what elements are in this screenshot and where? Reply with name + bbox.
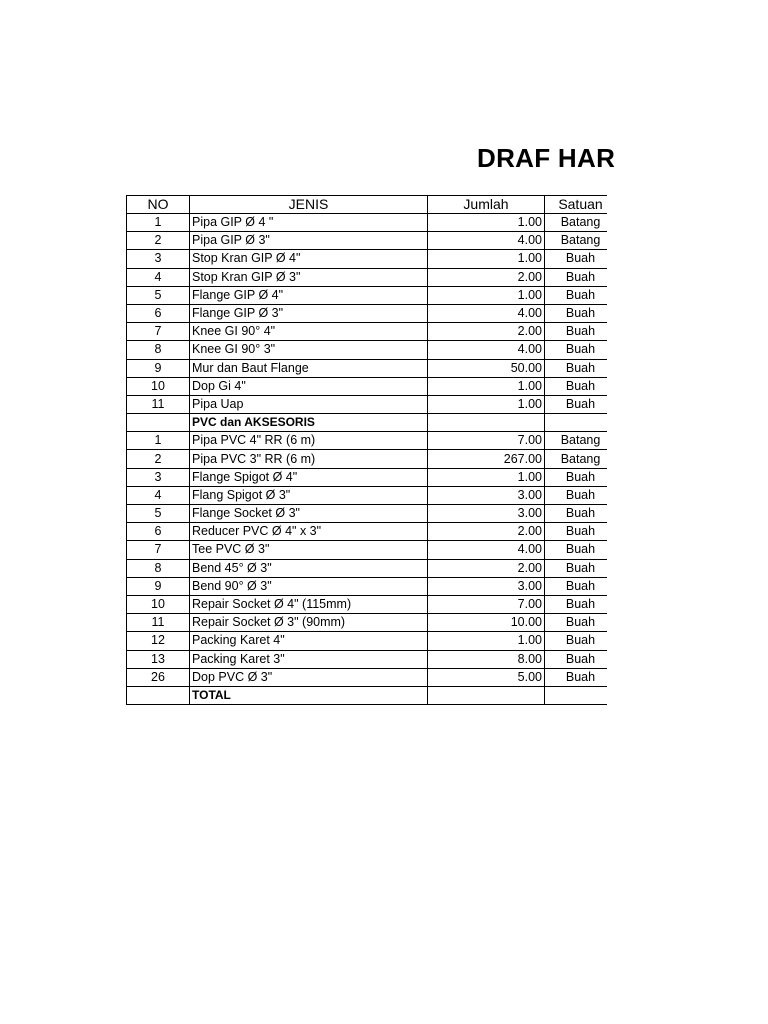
cell-satuan[interactable]: Buah xyxy=(545,523,608,541)
cell-no[interactable]: 13 xyxy=(127,650,190,668)
column-header-no[interactable]: NO xyxy=(127,196,190,214)
cell-no[interactable]: 26 xyxy=(127,668,190,686)
cell-no[interactable]: 3 xyxy=(127,468,190,486)
cell-satuan[interactable]: Buah xyxy=(545,377,608,395)
cell-no[interactable]: 7 xyxy=(127,541,190,559)
table-row xyxy=(127,632,608,650)
cell-jumlah[interactable]: 1.00 xyxy=(428,286,545,304)
cell-jumlah[interactable]: 10.00 xyxy=(428,614,545,632)
cell-jumlah[interactable]: 1.00 xyxy=(428,377,545,395)
cell-no[interactable]: 4 xyxy=(127,486,190,504)
cell-satuan[interactable]: Batang xyxy=(545,432,608,450)
cell-jumlah[interactable]: 1.00 xyxy=(428,214,545,232)
cell-no[interactable]: 6 xyxy=(127,304,190,322)
cell-jumlah[interactable]: 5.00 xyxy=(428,668,545,686)
cell-jenis[interactable]: Flange GIP Ø 3" xyxy=(190,304,428,322)
cell-satuan[interactable]: Buah xyxy=(545,486,608,504)
cell-jenis[interactable]: Pipa Uap xyxy=(190,395,428,413)
cell-no[interactable]: 2 xyxy=(127,450,190,468)
cell-no[interactable]: 8 xyxy=(127,341,190,359)
cell-satuan[interactable] xyxy=(545,414,608,432)
table-row xyxy=(127,523,608,541)
cell-satuan[interactable]: Buah xyxy=(545,268,608,286)
cell-no[interactable]: 5 xyxy=(127,286,190,304)
cell-jumlah[interactable] xyxy=(428,686,545,704)
cell-jumlah[interactable]: 4.00 xyxy=(428,232,545,250)
table-row xyxy=(127,486,608,504)
cell-jenis[interactable]: Flange GIP Ø 4" xyxy=(190,286,428,304)
table-row xyxy=(127,505,608,523)
table-row xyxy=(127,286,608,304)
cell-satuan[interactable]: Buah xyxy=(545,323,608,341)
cell-jenis[interactable]: Flang Spigot Ø 3" xyxy=(190,486,428,504)
cell-no[interactable]: 12 xyxy=(127,632,190,650)
cell-jenis[interactable]: Pipa GIP Ø 4 " xyxy=(190,214,428,232)
cell-satuan[interactable]: Buah xyxy=(545,614,608,632)
table-row xyxy=(127,214,608,232)
table-row xyxy=(127,468,608,486)
page-title: DRAF HAR xyxy=(477,143,616,173)
table-row xyxy=(127,323,608,341)
cell-no[interactable]: 7 xyxy=(127,323,190,341)
table-row xyxy=(127,377,608,395)
table-row xyxy=(127,304,608,322)
cell-jenis[interactable]: Mur dan Baut Flange xyxy=(190,359,428,377)
table-header-row xyxy=(127,196,608,214)
total-row xyxy=(127,686,608,704)
cell-jumlah[interactable]: 2.00 xyxy=(428,268,545,286)
cell-jenis[interactable]: Repair Socket Ø 3" (90mm) xyxy=(190,614,428,632)
cell-jenis[interactable]: Flange Spigot Ø 4" xyxy=(190,468,428,486)
items-table xyxy=(126,195,607,705)
cell-satuan[interactable]: Batang xyxy=(545,214,608,232)
cell-satuan[interactable]: Buah xyxy=(545,286,608,304)
cell-jumlah[interactable]: 2.00 xyxy=(428,559,545,577)
cell-jumlah[interactable]: 4.00 xyxy=(428,541,545,559)
cell-satuan[interactable]: Buah xyxy=(545,359,608,377)
cell-jenis[interactable]: Stop Kran GIP Ø 4" xyxy=(190,250,428,268)
cell-no[interactable]: 1 xyxy=(127,432,190,450)
cell-jenis[interactable]: Pipa PVC 4" RR (6 m) xyxy=(190,432,428,450)
cell-satuan[interactable]: Buah xyxy=(545,468,608,486)
table-row xyxy=(127,541,608,559)
column-header-jumlah[interactable]: Jumlah xyxy=(428,196,545,214)
cell-jumlah[interactable]: 1.00 xyxy=(428,468,545,486)
cell-jenis[interactable]: Flange Socket Ø 3" xyxy=(190,505,428,523)
cell-no[interactable] xyxy=(127,414,190,432)
cell-jumlah[interactable]: 4.00 xyxy=(428,304,545,322)
cell-satuan[interactable]: Buah xyxy=(545,541,608,559)
cell-jenis[interactable]: PVC dan AKSESORIS xyxy=(190,414,428,432)
column-header-satuan[interactable]: Satuan xyxy=(545,196,608,214)
table-row xyxy=(127,668,608,686)
cell-jenis[interactable]: Bend 45° Ø 3" xyxy=(190,559,428,577)
table-row xyxy=(127,232,608,250)
cell-satuan[interactable]: Buah xyxy=(545,559,608,577)
table-row xyxy=(127,450,608,468)
cell-jenis[interactable]: TOTAL xyxy=(190,686,428,704)
cell-jumlah[interactable]: 3.00 xyxy=(428,486,545,504)
table-row xyxy=(127,341,608,359)
table-row xyxy=(127,614,608,632)
cell-jumlah[interactable]: 3.00 xyxy=(428,505,545,523)
table-row xyxy=(127,650,608,668)
cell-satuan[interactable]: Buah xyxy=(545,650,608,668)
cell-jenis[interactable]: Dop Gi 4" xyxy=(190,377,428,395)
cell-satuan[interactable]: Buah xyxy=(545,505,608,523)
cell-jenis[interactable]: Bend 90° Ø 3" xyxy=(190,577,428,595)
table-row xyxy=(127,577,608,595)
cell-no[interactable]: 2 xyxy=(127,232,190,250)
cell-jenis[interactable]: Pipa GIP Ø 3" xyxy=(190,232,428,250)
spreadsheet-area xyxy=(126,195,607,705)
cell-no[interactable]: 1 xyxy=(127,214,190,232)
cell-satuan[interactable]: Buah xyxy=(545,395,608,413)
table-row xyxy=(127,559,608,577)
cell-jenis[interactable]: Repair Socket Ø 4" (115mm) xyxy=(190,595,428,613)
cell-jumlah[interactable]: 1.00 xyxy=(428,395,545,413)
cell-satuan[interactable]: Buah xyxy=(545,668,608,686)
cell-jumlah[interactable]: 1.00 xyxy=(428,632,545,650)
cell-no[interactable]: 5 xyxy=(127,505,190,523)
cell-satuan[interactable]: Buah xyxy=(545,304,608,322)
table-body xyxy=(127,214,608,705)
cell-jenis[interactable]: Packing Karet 3" xyxy=(190,650,428,668)
cell-no[interactable]: 9 xyxy=(127,359,190,377)
cell-satuan[interactable]: Buah xyxy=(545,250,608,268)
cell-jenis[interactable]: Pipa PVC 3" RR (6 m) xyxy=(190,450,428,468)
table-row xyxy=(127,268,608,286)
cell-satuan[interactable]: Buah xyxy=(545,341,608,359)
cell-jumlah[interactable] xyxy=(428,414,545,432)
cell-no[interactable]: 9 xyxy=(127,577,190,595)
cell-jenis[interactable]: Packing Karet 4" xyxy=(190,632,428,650)
section-header-row xyxy=(127,414,608,432)
table-row xyxy=(127,432,608,450)
cell-satuan[interactable]: Buah xyxy=(545,577,608,595)
cell-no[interactable]: 6 xyxy=(127,523,190,541)
table-row xyxy=(127,595,608,613)
column-header-jenis[interactable]: JENIS xyxy=(190,196,428,214)
cell-jumlah[interactable]: 2.00 xyxy=(428,323,545,341)
cell-jumlah[interactable]: 1.00 xyxy=(428,250,545,268)
cell-satuan[interactable] xyxy=(545,686,608,704)
table-row xyxy=(127,359,608,377)
cell-no[interactable]: 10 xyxy=(127,377,190,395)
cell-no[interactable] xyxy=(127,686,190,704)
cell-jumlah[interactable]: 4.00 xyxy=(428,341,545,359)
cell-jenis[interactable]: Knee GI 90° 3" xyxy=(190,341,428,359)
cell-jenis[interactable]: Knee GI 90° 4" xyxy=(190,323,428,341)
cell-no[interactable]: 3 xyxy=(127,250,190,268)
cell-jumlah[interactable]: 3.00 xyxy=(428,577,545,595)
cell-jenis[interactable]: Tee PVC Ø 3" xyxy=(190,541,428,559)
cell-jumlah[interactable]: 2.00 xyxy=(428,523,545,541)
cell-jumlah[interactable]: 7.00 xyxy=(428,595,545,613)
cell-jenis[interactable]: Stop Kran GIP Ø 3" xyxy=(190,268,428,286)
cell-satuan[interactable]: Batang xyxy=(545,450,608,468)
cell-no[interactable]: 10 xyxy=(127,595,190,613)
cell-no[interactable]: 11 xyxy=(127,614,190,632)
cell-satuan[interactable]: Batang xyxy=(545,232,608,250)
cell-jumlah[interactable]: 267.00 xyxy=(428,450,545,468)
cell-no[interactable]: 4 xyxy=(127,268,190,286)
table-row xyxy=(127,395,608,413)
cell-jumlah[interactable]: 7.00 xyxy=(428,432,545,450)
cell-jenis[interactable]: Dop PVC Ø 3" xyxy=(190,668,428,686)
cell-satuan[interactable]: Buah xyxy=(545,595,608,613)
cell-no[interactable]: 8 xyxy=(127,559,190,577)
cell-jumlah[interactable]: 8.00 xyxy=(428,650,545,668)
table-row xyxy=(127,250,608,268)
cell-jumlah[interactable]: 50.00 xyxy=(428,359,545,377)
cell-satuan[interactable]: Buah xyxy=(545,632,608,650)
cell-no[interactable]: 11 xyxy=(127,395,190,413)
cell-jenis[interactable]: Reducer PVC Ø 4" x 3" xyxy=(190,523,428,541)
